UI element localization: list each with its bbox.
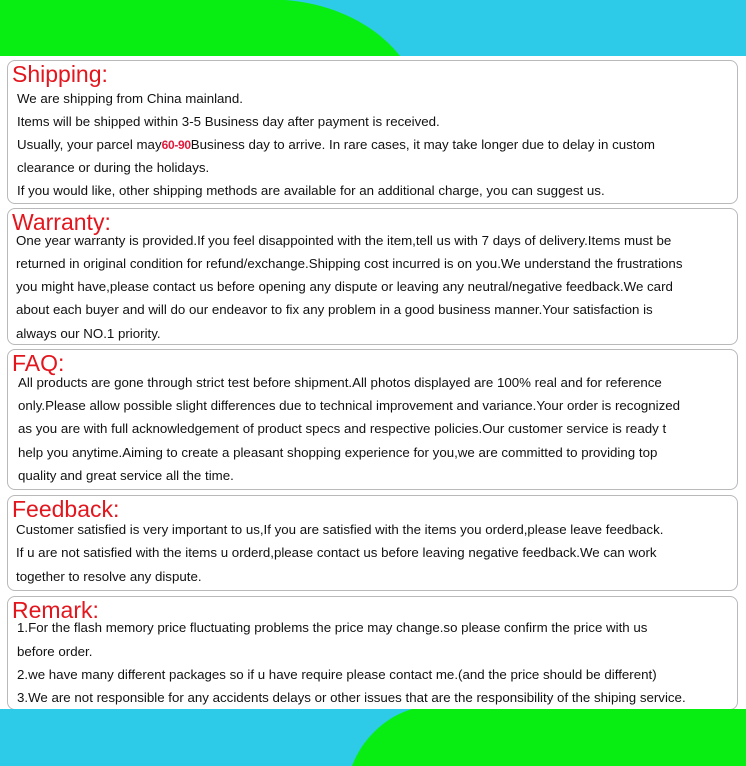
- bottom-banner: [0, 709, 746, 766]
- bottom-banner-green-shape: [352, 709, 746, 766]
- faq-line: only.Please allow possible slight differences due to technical improvement and variance.Your order is recognized: [18, 398, 681, 413]
- warranty-line: about each buyer and will do our endeavor to fix any problem in a good business manner.Your satisfaction is: [16, 302, 653, 317]
- feedback-line: Customer satisfied is very important to us,If you are satisfied with the items you orderd,please leave feedback.: [16, 522, 664, 537]
- shipping-line: We are shipping from China mainland.: [17, 91, 243, 106]
- faq-line: All products are gone through strict test before shipment.All photos displayed are 100% real and for reference: [18, 375, 662, 390]
- faq-line: help you anytime.Aiming to create a pleasant shopping experience for you,we are committed to providing top: [18, 445, 658, 460]
- faq-title: FAQ:: [12, 350, 65, 376]
- feedback-section: [7, 495, 738, 591]
- shipping-line: [17, 136, 655, 154]
- faq-section: [7, 349, 738, 490]
- shipping-line-text: Business day to arrive. In rare cases, it may take longer due to delay in custom: [190, 137, 655, 152]
- warranty-line: returned in original condition for refund/exchange.Shipping cost incurred is on you.We understand the frustrations: [16, 256, 683, 271]
- warranty-line: you might have,please contact us before opening any dispute or leaving any neutral/negative feedback.We card: [16, 279, 673, 294]
- warranty-line: always our NO.1 priority.: [16, 326, 161, 341]
- shipping-line-text: Usually, your parcel may: [17, 137, 162, 152]
- feedback-title: Feedback:: [12, 496, 120, 522]
- remark-line: 3.We are not responsible for any accidents delays or other issues that are the responsibility of the shiping service.: [17, 690, 686, 705]
- remark-title: Remark:: [12, 597, 99, 623]
- remark-section: [7, 596, 738, 710]
- shipping-line: If you would like, other shipping methods are available for an additional charge, you can suggest us.: [17, 183, 605, 198]
- delivery-days-highlight: 60-90: [161, 138, 191, 152]
- faq-line: as you are with full acknowledgement of product specs and respective policies.Our customer service is ready t: [18, 421, 667, 436]
- policy-content: [0, 56, 746, 709]
- warranty-line: One year warranty is provided.If you feel disappointed with the item,tell us with 7 days of delivery.Items must be: [16, 233, 672, 248]
- warranty-section: [7, 208, 738, 345]
- feedback-line: together to resolve any dispute.: [16, 569, 202, 584]
- shipping-line: Items will be shipped within 3-5 Business day after payment is received.: [17, 114, 440, 129]
- bottom-banner-art: [0, 709, 746, 766]
- shipping-section: [7, 60, 738, 204]
- shipping-line: clearance or during the holidays.: [17, 160, 210, 175]
- remark-line: 2.we have many different packages so if u have require please contact me.(and the price should be different): [17, 667, 657, 682]
- faq-line: quality and great service all the time.: [18, 468, 234, 483]
- feedback-line: If u are not satisfied with the items u orderd,please contact us before leaving negative feedback.We can work: [16, 545, 657, 560]
- top-banner: [0, 0, 746, 56]
- top-banner-art: [0, 0, 746, 56]
- remark-line: before order.: [17, 644, 93, 659]
- shipping-title: Shipping:: [12, 61, 108, 87]
- remark-line: 1.For the flash memory price fluctuating problems the price may change.so please confirm the price with us: [17, 620, 648, 635]
- warranty-title: Warranty:: [12, 209, 111, 235]
